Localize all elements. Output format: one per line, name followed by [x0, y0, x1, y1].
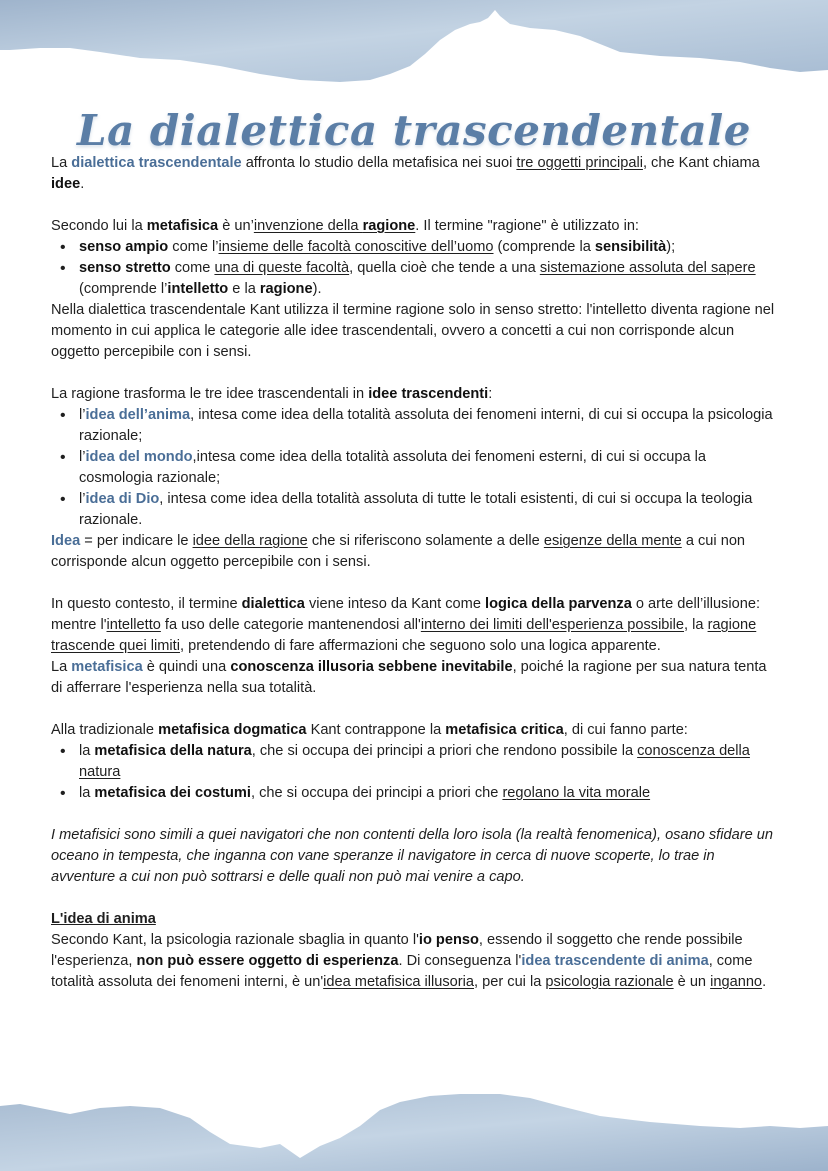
- intro-paragraph: La dialettica trascendentale affronta lo studio della metafisica nei suoi tre oggetti principali, che Kant chiama idee.: [51, 155, 760, 192]
- idea-definition: Idea = per indicare le idee della ragione che si riferiscono solamente a delle esigenze della mente a cui non corrisponde alcun oggetto percepibile con i sensi.: [51, 533, 746, 570]
- dialettica-paragraph: In questo contesto, il termine dialettica viene inteso da Kant come logica della parvenza o arte dell’illusione: mentre l'intelletto fa uso delle categorie mantenendosi all'interno dei limiti dell'esperienza possibile, la ragione trascende quei limiti, pretendendo di fare affermazioni che seguono solo una logica apparente.: [51, 596, 761, 654]
- kant-quote: I metafisici sono simili a quei navigatori che non contenti della loro isola (la realtà fenomenica), osano sfidare un oceano in tempesta, che inganna con vane speranze il navigatore in cerca di nuove scoperte, lo trae in avventure a cui non può sottrarsi e delle quali non può mai venire a capo.: [51, 827, 773, 885]
- metafisica-critica-intro: Alla tradizionale metafisica dogmatica Kant contrappone la metafisica critica, di cui fanno parte:: [51, 722, 688, 738]
- list-item: • la metafisica dei costumi, che si occupa dei principi a priori che regolano la vita morale: [79, 783, 781, 804]
- page-title: La dialettica trascendentale: [77, 106, 751, 156]
- ragione-explanation: Nella dialettica trascendentale Kant utilizza il termine ragione solo in senso stretto: l'intelletto diventa ragione nel momento in cui applica le categorie alle idee trascendentali, ovvero a concetti a cui non corrisponde alcun oggetto percepibile con i sensi.: [51, 302, 775, 360]
- list-item: • senso ampio come l’insieme delle facoltà conoscitive dell’uomo (comprende la sensibilità);: [79, 237, 781, 258]
- list-item: • l’idea dell’anima, intesa come idea della totalità assoluta dei fenomeni interni, di cui si occupa la psicologia razionale;: [79, 405, 781, 447]
- ragione-senses-list: [51, 237, 781, 300]
- metafisica-illusoria: La metafisica è quindi una conoscenza illusoria sebbene inevitabile, poiché la ragione per sua natura tenta di afferrare l'esperienza nella sua totalità.: [51, 659, 767, 696]
- anima-paragraph: Secondo Kant, la psicologia razionale sbaglia in quanto l'io penso, essendo il soggetto che rende possibile l'esperienza, non può essere oggetto di esperienza. Di conseguenza l'idea trascendente di anima, come totalità assoluta dei fenomeni interni, è un'idea metafisica illusoria, per cui la psicologia razionale è un inganno.: [51, 932, 767, 990]
- metafisica-paragraph: Secondo lui la metafisica è un’invenzione della ragione. Il termine "ragione" è utilizzato in:: [51, 218, 639, 234]
- list-item: • senso stretto come una di queste facoltà, quella cioè che tende a una sistemazione assoluta del sapere (comprende l’intelletto e la ragione).: [79, 258, 781, 300]
- list-item: • l’idea del mondo,intesa come idea della totalità assoluta dei fenomeni esterni, di cui si occupa la cosmologia razionale;: [79, 447, 781, 489]
- list-item: • la metafisica della natura, che si occupa dei principi a priori che rendono possibile la conoscenza della natura: [79, 741, 781, 783]
- idee-trascendenti-list: [51, 405, 781, 531]
- watercolor-footer-decoration: [0, 1066, 828, 1171]
- metafisica-critica-list: [51, 741, 781, 804]
- idee-intro: La ragione trasforma le tre idee trascendentali in idee trascendenti:: [51, 386, 493, 402]
- watercolor-header-decoration: [0, 0, 828, 90]
- section-heading-anima: L'idea di anima: [51, 911, 156, 927]
- list-item: • l’idea di Dio, intesa come idea della totalità assoluta di tutte le totali esistenti, di cui si occupa la teologia razionale.: [79, 489, 781, 531]
- document-body: [51, 153, 781, 993]
